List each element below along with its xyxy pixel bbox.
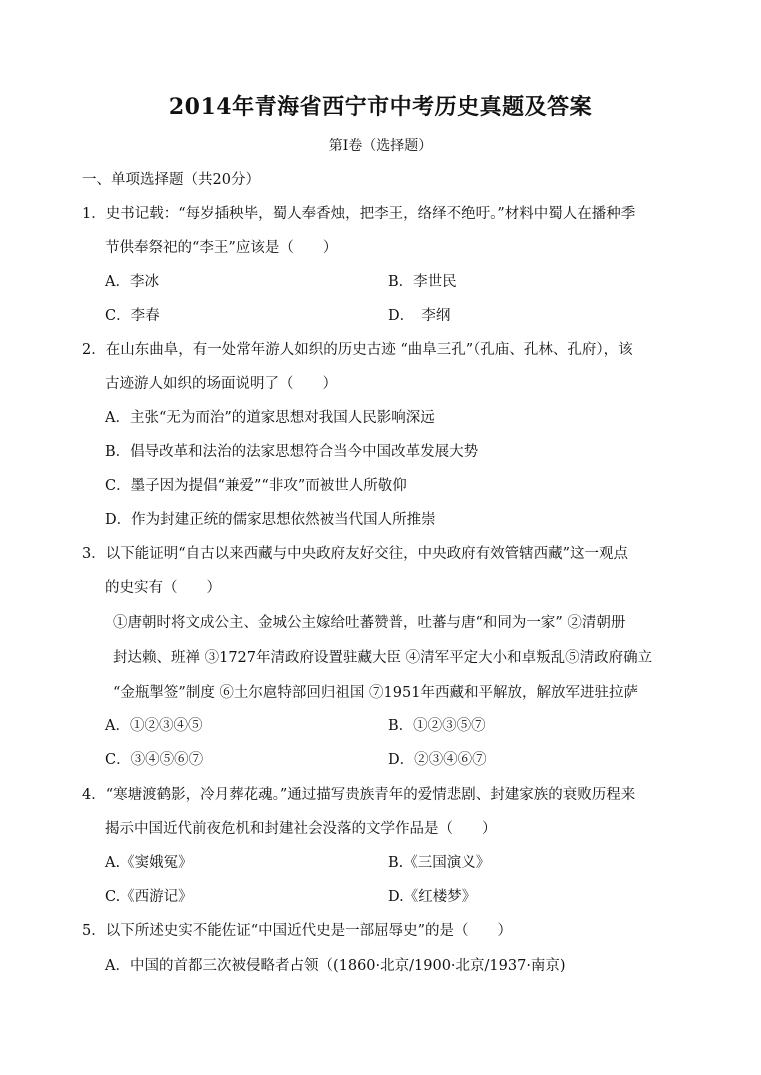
- question-4-option-d: D.《红楼梦》: [388, 889, 477, 905]
- question-2-option-b: B．倡导改革和法治的法家思想符合当今中国改革发展大势: [105, 444, 479, 460]
- question-4-stem-line-1: 4．“寒塘渡鹤影，冷月葬花魂。”通过描写贵族青年的爱情悲剧、封建家族的衰败历程来: [82, 787, 636, 803]
- question-3-option-c: C．③④⑤⑥⑦: [105, 752, 204, 768]
- question-1-option-b: B．李世民: [388, 274, 457, 290]
- question-4-option-a: A.《窦娥冤》: [105, 855, 193, 871]
- question-3-items-line-1: ①唐朝时将文成公主、金城公主嫁给吐蕃赞普，吐蕃与唐“和同为一家” ②清朝册: [113, 615, 626, 631]
- question-4-stem-line-2: 揭示中国近代前夜危机和封建社会没落的文学作品是（ ）: [105, 821, 497, 837]
- question-3-option-b: B．①②③⑤⑦: [388, 718, 486, 734]
- document-title: 2014年青海省西宁市中考历史真题及答案: [168, 94, 593, 120]
- question-2-stem-line-1: 2．在山东曲阜，有一处常年游人如织的历史古迹 “曲阜三孔”（孔庙、孔林、孔府），该: [82, 342, 633, 358]
- question-3-stem-line-1: 3．以下能证明“自古以来西藏与中央政府友好交往，中央政府有效管辖西藏”这一观点: [82, 546, 629, 562]
- question-1-option-d: D． 李纲: [388, 308, 451, 324]
- question-4-option-c: C.《西游记》: [105, 889, 193, 905]
- question-5-stem-line-1: 5．以下所述史实不能佐证“中国近代史是一部屈辱史”的是（ ）: [82, 923, 513, 939]
- question-3-items-line-3: “金瓶掣签”制度 ⑥土尔扈特部回归祖国 ⑦1951年西藏和平解放，解放军进驻拉萨: [113, 685, 638, 701]
- question-3-stem-line-2: 的史实有（ ）: [105, 580, 221, 596]
- question-3-option-d: D．②③④⑥⑦: [388, 752, 487, 768]
- question-3-option-a: A．①②③④⑤: [105, 718, 203, 734]
- question-1-option-c: C．李春: [105, 308, 160, 324]
- question-2-stem-line-2: 古迹游人如织的场面说明了（ ）: [105, 376, 337, 392]
- question-5-option-a: A．中国的首都三次被侵略者占领（(1860·北京/1900·北京/1937·南京): [105, 958, 566, 974]
- question-2-option-a: A．主张“无为而治”的道家思想对我国人民影响深远: [105, 410, 435, 426]
- paper-section-title: 第Ⅰ卷（选择题）: [328, 138, 433, 154]
- question-2-option-c: C．墨子因为提倡“兼爱”“非攻”而被世人所敬仰: [105, 478, 407, 494]
- question-1-stem-line-2: 节供奉祭祀的“李王”应该是（ ）: [105, 240, 338, 256]
- question-2-option-d: D．作为封建正统的儒家思想依然被当代国人所推崇: [105, 512, 436, 528]
- question-1-option-a: A．李冰: [105, 274, 159, 290]
- question-4-option-b: B.《三国演义》: [388, 855, 491, 871]
- section-heading: 一、单项选择题（共20分）: [82, 172, 260, 188]
- question-3-items-line-2: 封达赖、班禅 ③1727年清政府设置驻藏大臣 ④清军平定大小和卓叛乱⑤清政府确立: [113, 650, 653, 666]
- question-1-stem-line-1: 1．史书记载：“每岁插秧毕，蜀人奉香烛，把李王，络绎不绝吁。”材料中蜀人在播种季: [82, 206, 636, 222]
